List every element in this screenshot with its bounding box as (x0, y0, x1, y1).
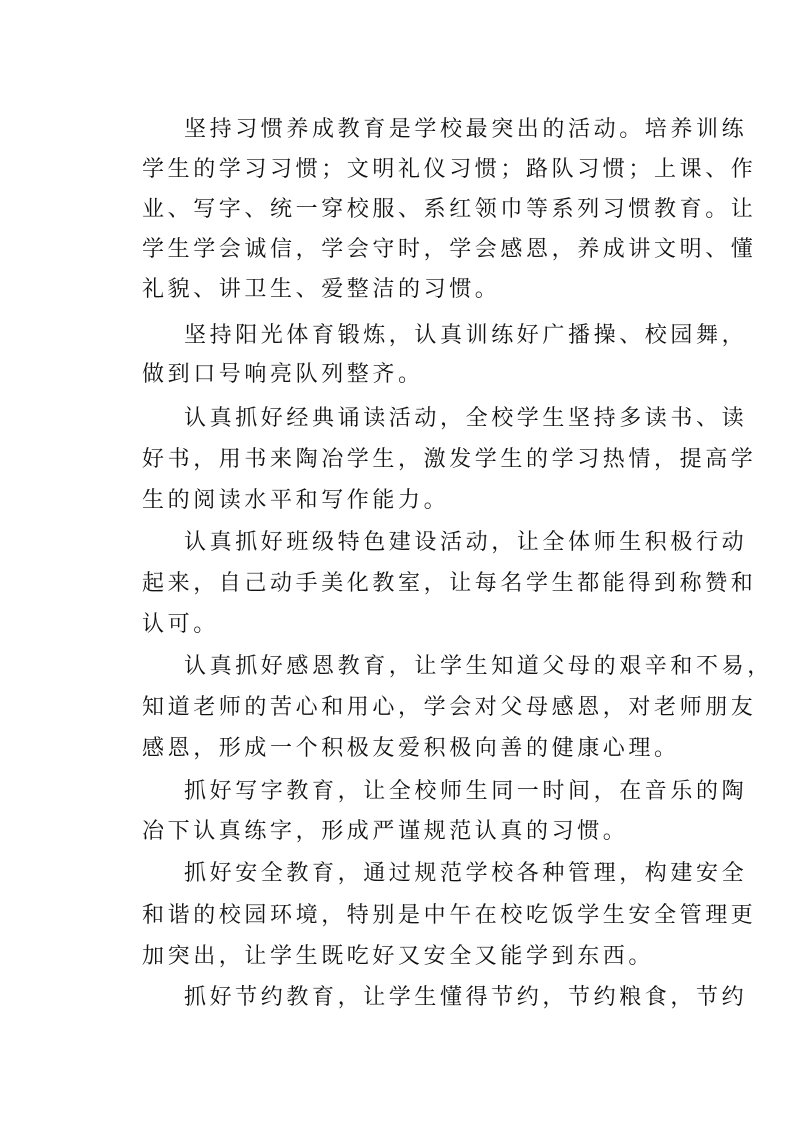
text-line: 坚持阳光体育锻炼，认真训练好广播操、校园舞， (184, 323, 748, 348)
text-line: 冶下认真练字，形成严谨规范认真的习惯。 (142, 819, 629, 844)
text-line: 加突出，让学生既吃好又安全又能学到东西。 (142, 944, 655, 969)
text-line: 抓好安全教育，通过规范学校各种管理，构建安全 (184, 861, 748, 886)
text-line: 认可。 (142, 612, 219, 637)
text-line: 和谐的校园环境，特别是中午在校吃饭学生安全管理更 (142, 903, 757, 928)
text-line: 起来，自己动手美化教室，让每名学生都能得到称赞和 (142, 571, 757, 596)
text-line: 抓好节约教育，让学生懂得节约，节约粮食，节约 (184, 985, 748, 1010)
text-line: 知道老师的苦心和用心，学会对父母感恩，对老师朋友 (142, 695, 757, 720)
text-line: 学生学会诚信，学会守时，学会感恩，养成讲文明、懂 (142, 237, 757, 262)
text-line: 抓好写字教育，让全校师生同一时间，在音乐的陶 (184, 779, 748, 804)
text-line: 认真抓好感恩教育，让学生知道父母的艰辛和不易， (184, 654, 773, 679)
text-line: 感恩，形成一个积极友爱积极向善的健康心理。 (142, 736, 680, 761)
text-line: 坚持习惯养成教育是学校最突出的活动。培养训练 (184, 117, 748, 142)
text-line: 认真抓好经典诵读活动，全校学生坚持多读书、读 (184, 406, 748, 431)
text-line: 认真抓好班级特色建设活动，让全体师生积极行动 (184, 530, 748, 555)
text-line: 生的阅读水平和写作能力。 (142, 488, 450, 513)
text-line: 学生的学习习惯；文明礼仪习惯；路队习惯；上课、作 (142, 157, 757, 182)
text-line: 业、写字、统一穿校服、系红领巾等系列习惯教育。让 (142, 197, 757, 222)
text-line: 做到口号响亮队列整齐。 (142, 362, 424, 387)
text-line: 好书，用书来陶冶学生，激发学生的学习热情，提高学 (142, 447, 757, 472)
text-line: 礼貌、讲卫生、爱整洁的习惯。 (142, 277, 501, 302)
